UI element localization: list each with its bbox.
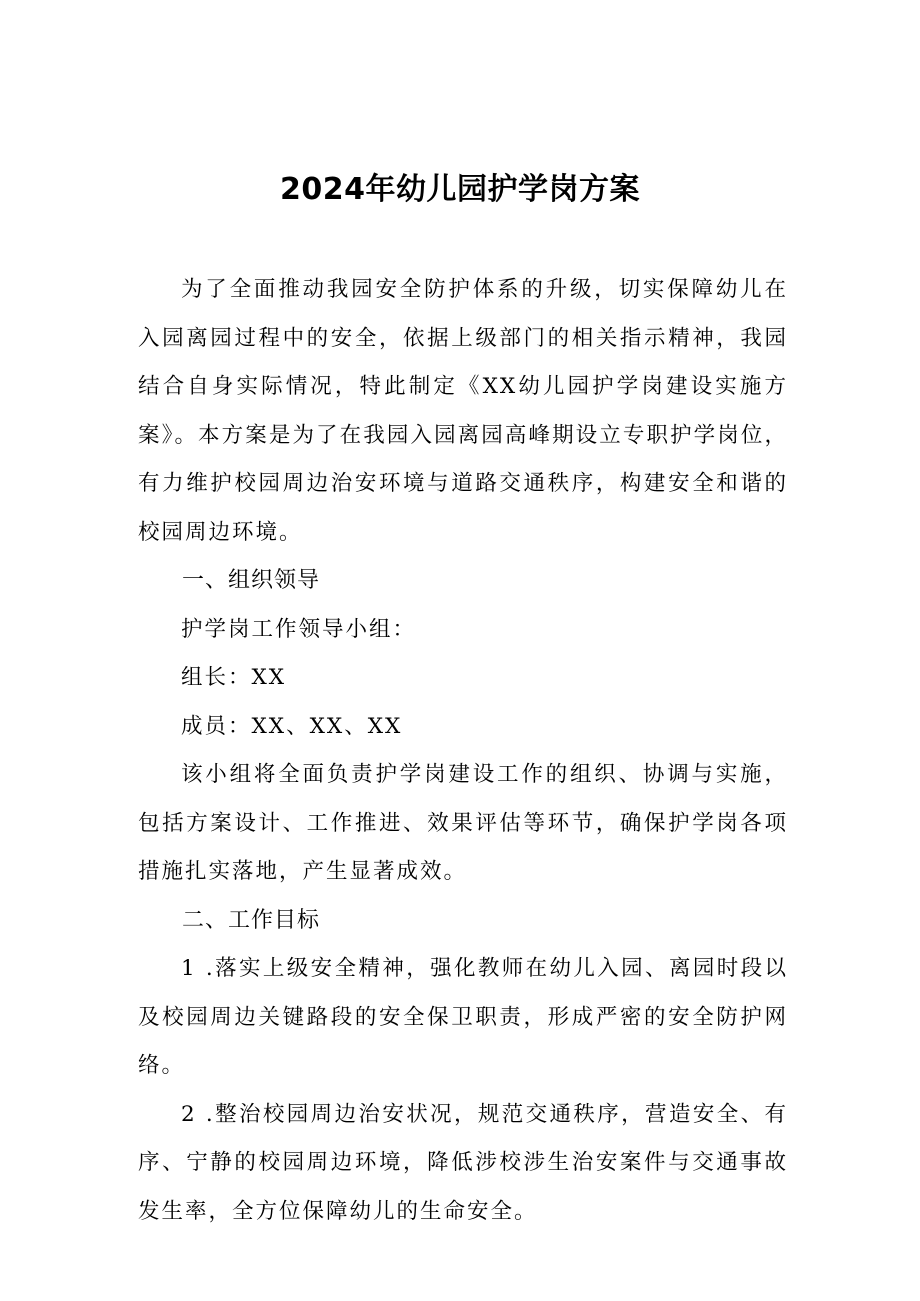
document-title: 2024年幼儿园护学岗方案 xyxy=(280,172,640,207)
intro-paragraph: 为了全面推动我园安全防护体系的升级，切实保障幼儿在入园离园过程中的安全，依据上级部门的相关指示精神，我园结合自身实际情况，特此制定《XX幼儿园护学岗建设实施方案》。本方案是为了在我园入园离园高峰期设立专职护学岗位，有力维护校园周边治安环境与道路交通秩序，构建安全和谐的校园周边环境。 xyxy=(138,277,788,545)
leadership-group-label: 护学岗工作领导小组： xyxy=(181,616,417,642)
goal-item: 2 .整治校园周边治安状况，规范交通秩序，营造安全、有序、宁静的校园周边环境，降低涉校涉生治安案件与交通事故发生率，全方位保障幼儿的生命安全。 xyxy=(138,1101,788,1224)
document-body xyxy=(138,266,788,1236)
section-heading-organization: 一、组织领导 xyxy=(182,568,321,593)
group-description: 该小组将全面负责护学岗建设工作的组织、协调与实施，包括方案设计、工作推进、效果评估等环节，确保护学岗各项措施扎实落地，产生显著成效。 xyxy=(138,762,788,884)
group-leader: 组长：XX xyxy=(181,665,287,690)
group-members: 成员：XX、XX、XX xyxy=(181,713,403,739)
goal-item: 1 .落实上级安全精神，强化教师在幼儿入园、离园时段以及校园周边关键路段的安全保卫职责，形成严密的安全防护网络。 xyxy=(138,956,788,1078)
section-heading-goals: 二、工作目标 xyxy=(182,907,321,933)
